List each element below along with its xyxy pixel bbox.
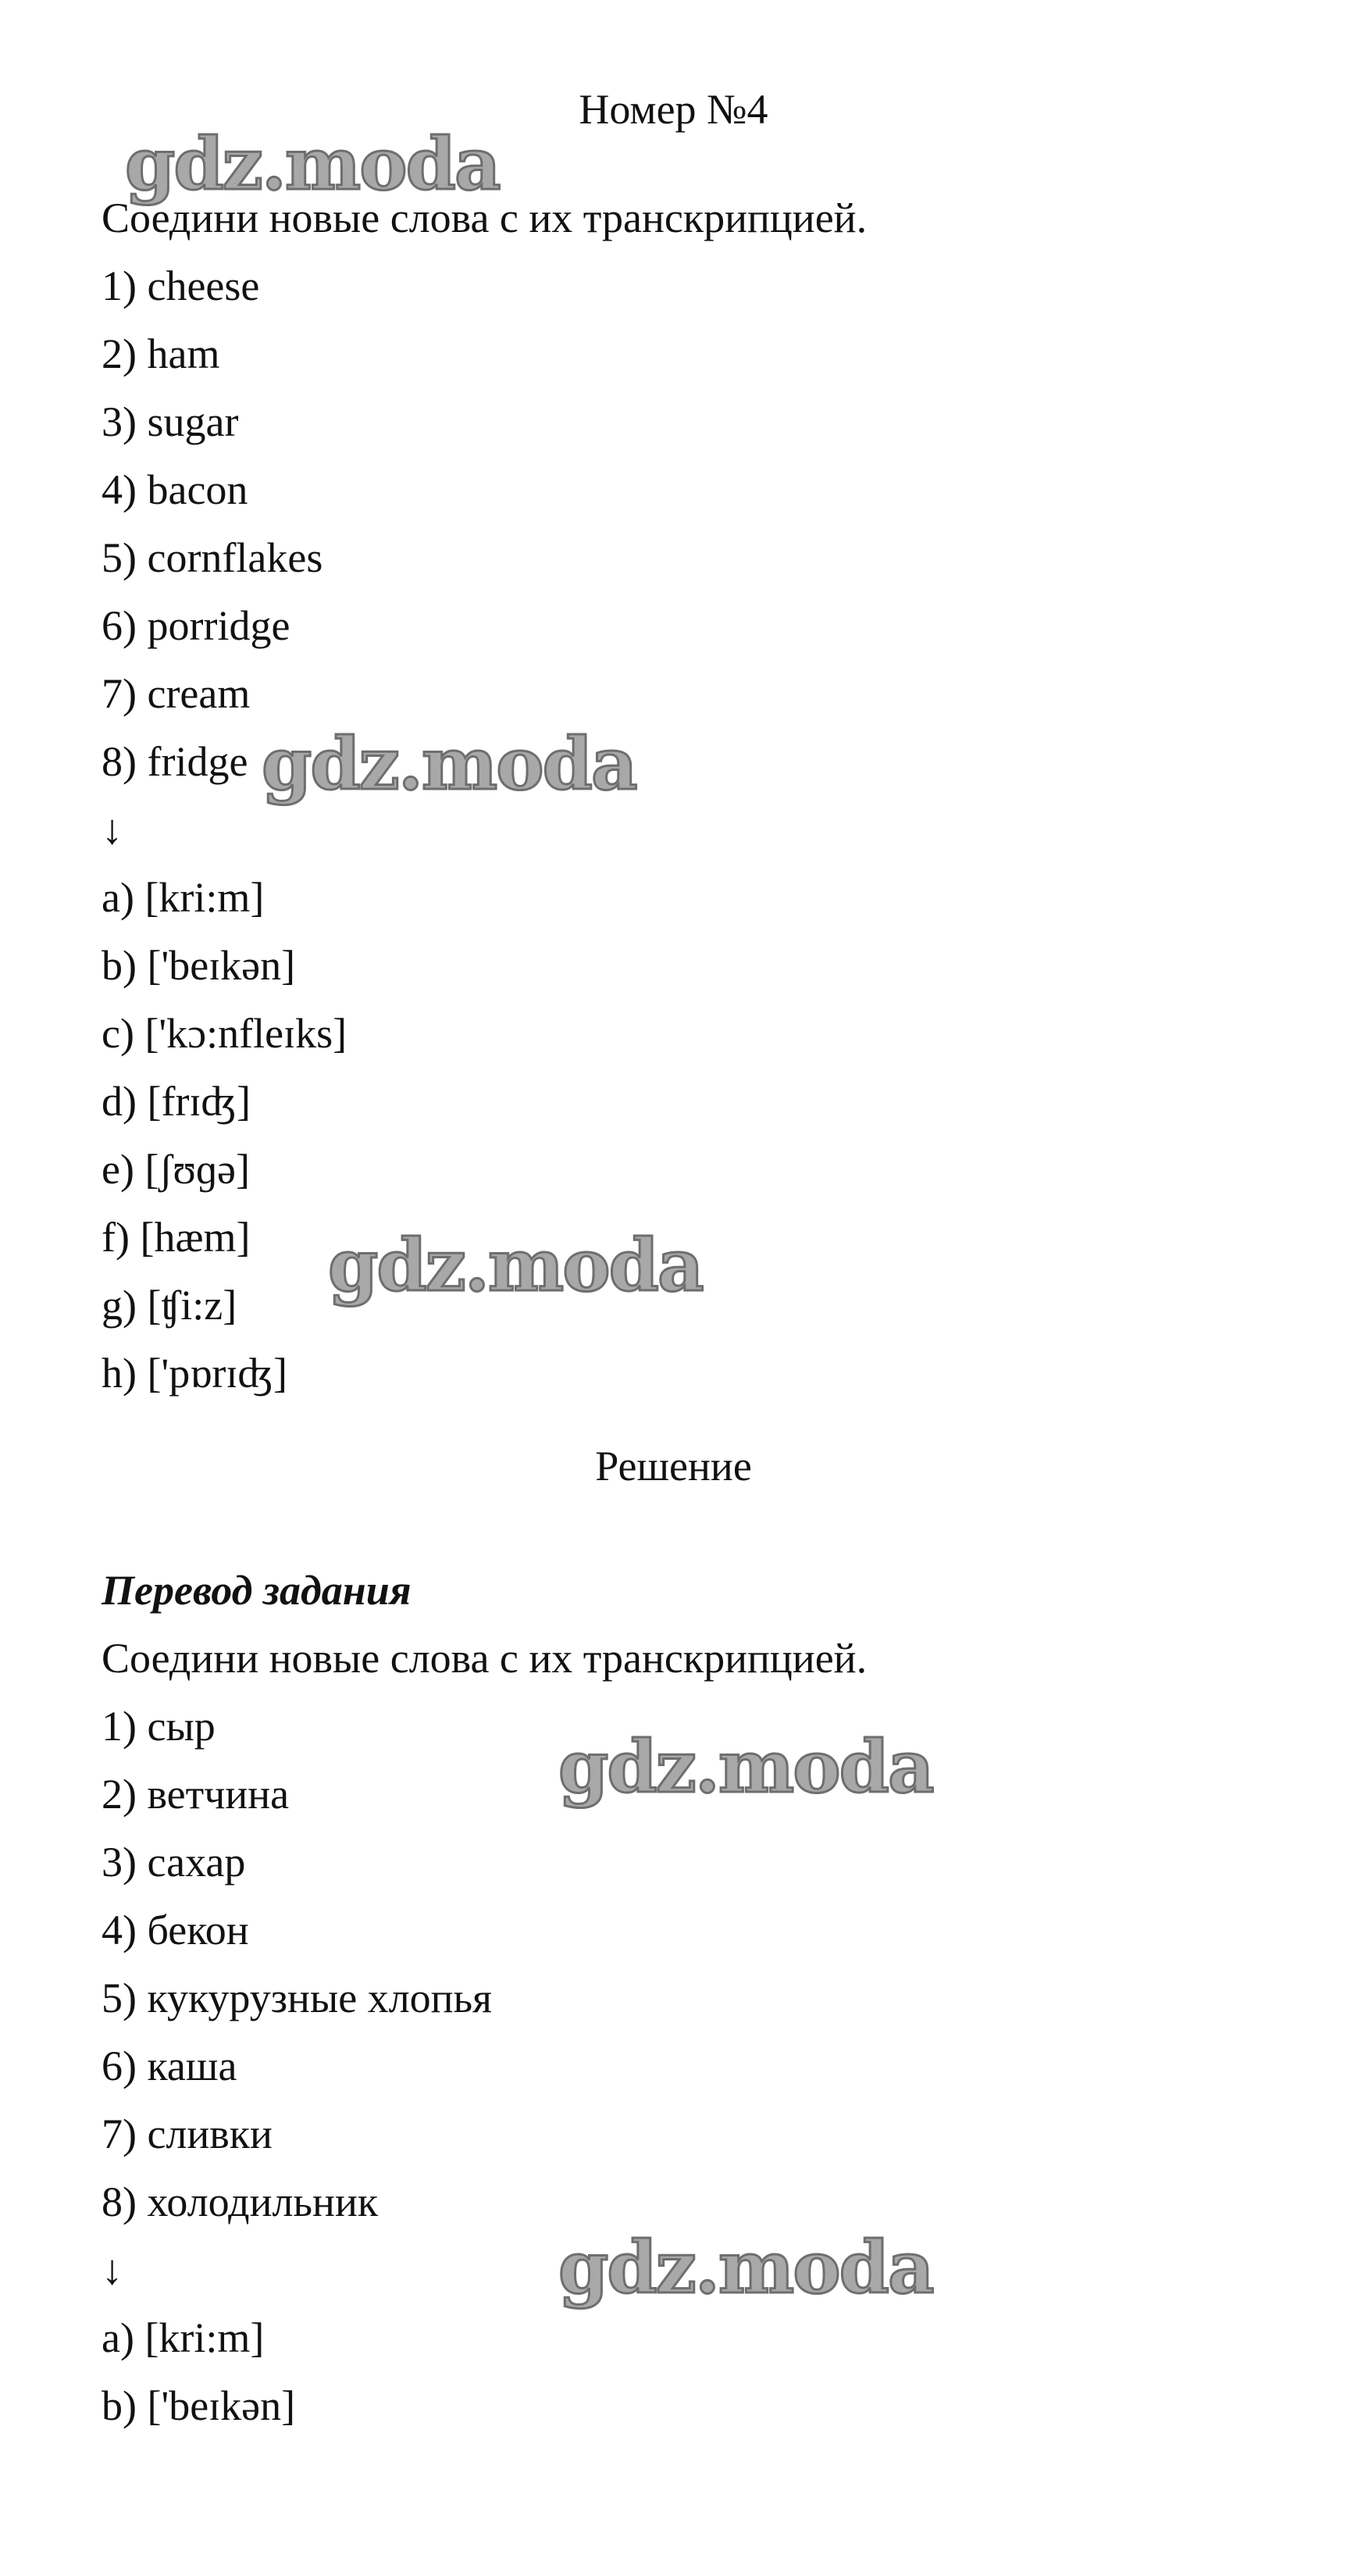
word-item: 2) ham	[102, 330, 220, 377]
transcription-item: c) ['kɔ:nfleɪks]	[102, 1010, 347, 1057]
transcription-item: d) [frɪʤ]	[102, 1078, 251, 1125]
task-instruction: Соедини новые слова с их транскрипцией.	[102, 194, 868, 241]
word-item: 5) cornflakes	[102, 534, 323, 581]
arrow-down-icon: ↓	[102, 2246, 123, 2293]
transcription-item: a) [kri:m]	[102, 2314, 265, 2361]
page-title: Номер №4	[579, 86, 768, 133]
translated-word-item: 6) каша	[102, 2043, 237, 2089]
translation-heading: Перевод задания	[102, 1567, 412, 1614]
translated-word-item: 1) сыр	[102, 1703, 216, 1750]
word-item: 7) cream	[102, 670, 251, 717]
word-item: 1) cheese	[102, 262, 260, 309]
transcription-item: f) [hæm]	[102, 1214, 251, 1261]
watermark-logo: gdz.moda	[125, 122, 500, 206]
watermark-logo: gdz.moda	[558, 1725, 933, 1809]
word-item: 6) porridge	[102, 602, 290, 649]
translated-word-item: 7) сливки	[102, 2110, 273, 2157]
translated-word-item: 5) кукурузные хлопья	[102, 1975, 493, 2021]
word-item: 4) bacon	[102, 466, 248, 513]
transcription-item: h) ['pɒrɪʤ]	[102, 1350, 288, 1397]
translated-word-item: 4) бекон	[102, 1907, 249, 1953]
watermark-logo: gdz.moda	[558, 2225, 933, 2310]
transcription-item: e) [ʃʊɡə]	[102, 1146, 251, 1193]
watermark-logo: gdz.moda	[328, 1223, 703, 1308]
translated-word-item: 8) холодильник	[102, 2178, 379, 2225]
word-item: 3) sugar	[102, 398, 239, 445]
translated-word-item: 3) сахар	[102, 1839, 246, 1886]
watermark-logo: gdz.moda	[262, 722, 636, 806]
word-item: 8) fridge	[102, 738, 248, 785]
transcription-item: a) [kri:m]	[102, 874, 265, 921]
arrow-down-icon: ↓	[102, 806, 123, 853]
solution-title: Решение	[595, 1443, 752, 1490]
transcription-item: g) [ʧi:z]	[102, 1282, 237, 1329]
translated-word-item: 2) ветчина	[102, 1771, 290, 1818]
transcription-item: b) ['beɪkən]	[102, 942, 296, 989]
transcription-item: b) ['beɪkən]	[102, 2382, 296, 2429]
translation-instruction: Соедини новые слова с их транскрипцией.	[102, 1635, 868, 1682]
